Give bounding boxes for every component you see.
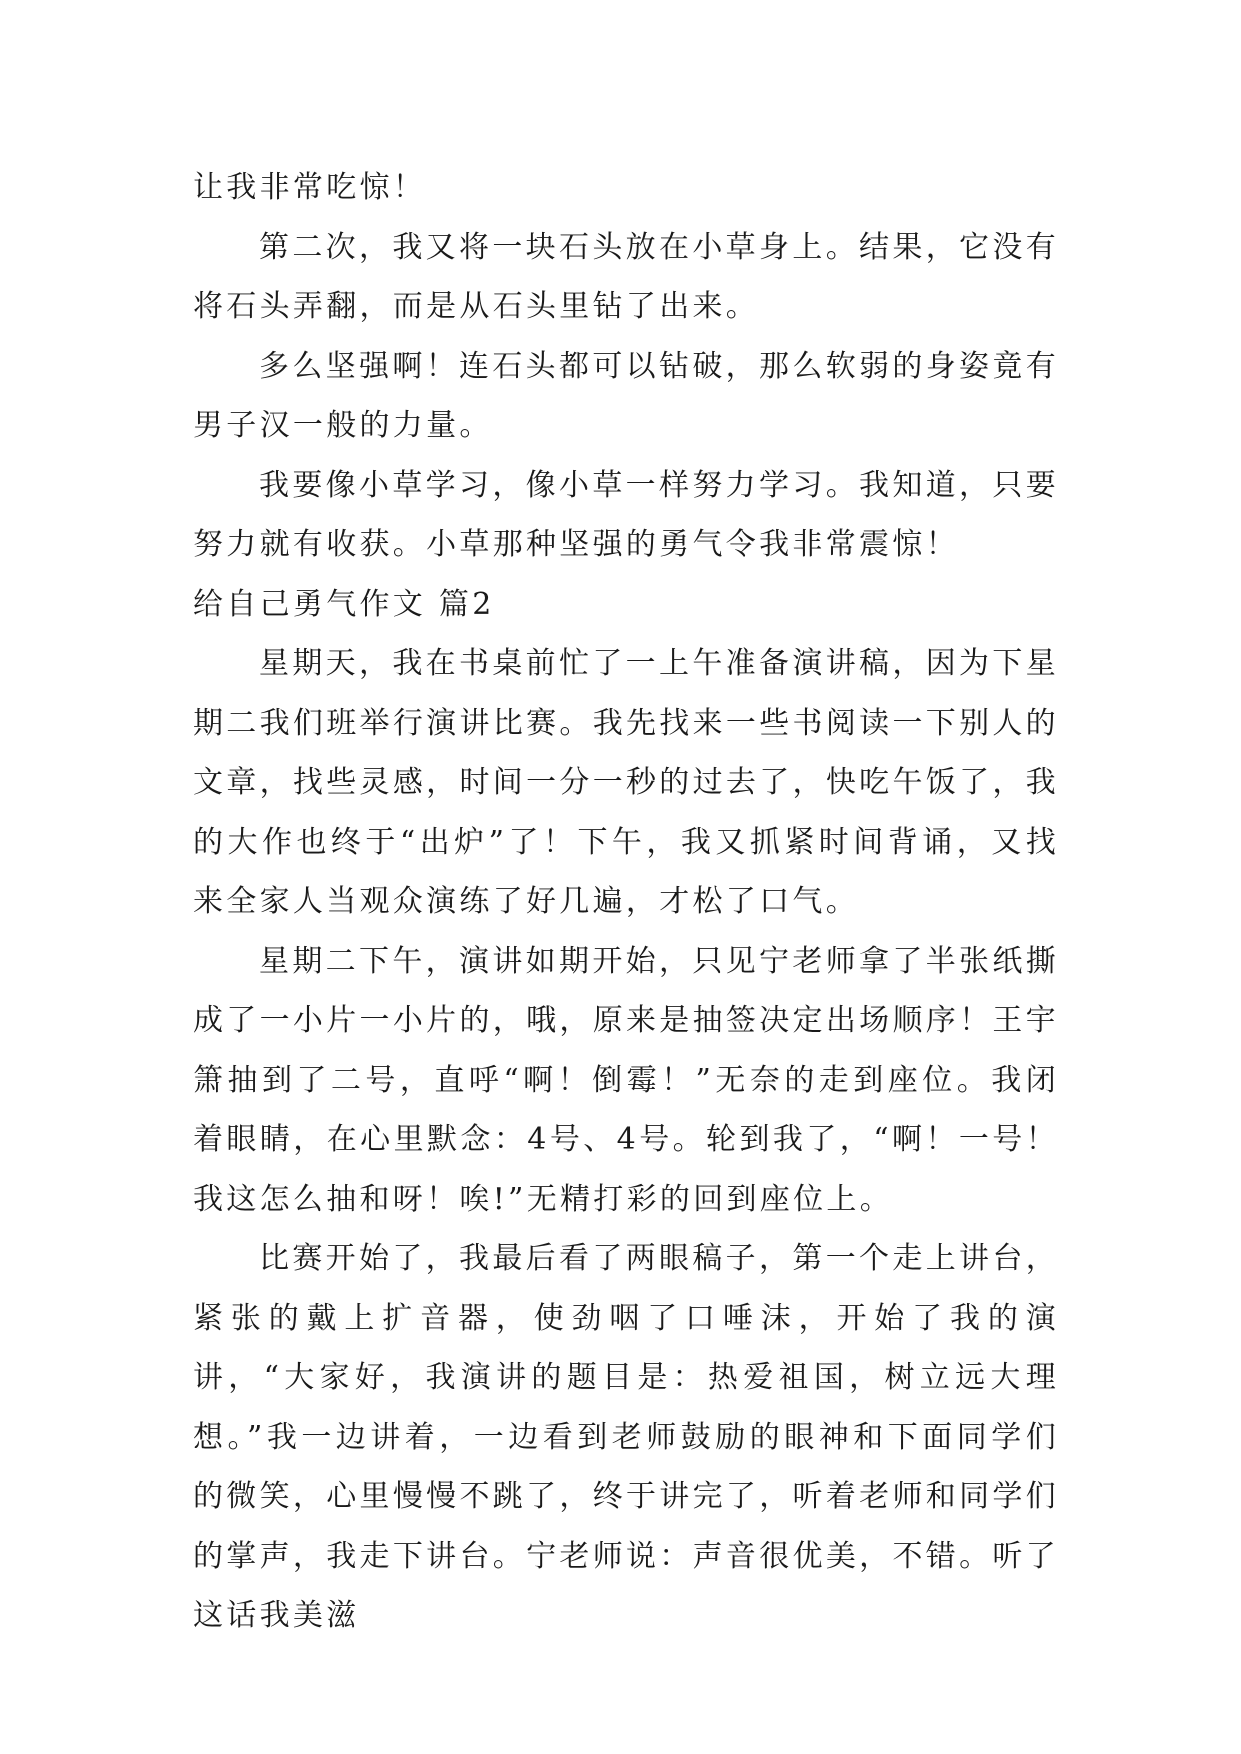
paragraph: 星期二下午，演讲如期开始，只见宁老师拿了半张纸撕成了一小片一小片的，哦，原来是抽签决定出场顺序！王宇箫抽到了二号，直呼“啊！倒霉！”无奈的走到座位。我闭着眼睛，在心里默念：4号、4号。轮到我了，“啊！一号！我这怎么抽和呀！唉!”无精打彩的回到座位上。 xyxy=(193,943,1059,1217)
paragraph: 第二次，我又将一块石头放在小草身上。结果，它没有将石头弄翻，而是从石头里钻了出来。 xyxy=(193,229,1059,324)
paragraph: 比赛开始了，我最后看了两眼稿子，第一个走上讲台，紧张的戴上扩音器，使劲咽了口唾沫，开始了我的演讲，“大家好，我演讲的题目是：热爱祖国，树立远大理想。”我一边讲着，一边看到老师鼓励的眼神和下面同学们的微笑，心里慢慢不跳了，终于讲完了，听着老师和同学们的掌声，我走下讲台。宁老师说：声音很优美，不错。听了这话我美滋 xyxy=(193,1241,1059,1633)
document-page xyxy=(193,158,1059,1646)
paragraph-continuation: 让我非常吃惊！ xyxy=(193,170,427,205)
paragraph: 星期天，我在书桌前忙了一上午准备演讲稿，因为下星期二我们班举行演讲比赛。我先找来一些书阅读一下别人的文章，找些灵感，时间一分一秒的过去了，快吃午饭了，我的大作也终于“出炉”了！下午，我又抓紧时间背诵，又找来全家人当观众演练了好几遍，才松了口气。 xyxy=(193,646,1059,919)
paragraph: 多么坚强啊！连石头都可以钻破，那么软弱的身姿竟有男子汉一般的力量。 xyxy=(193,348,1059,443)
paragraph: 我要像小草学习，像小草一样努力学习。我知道，只要努力就有收获。小草那种坚强的勇气令我非常震惊！ xyxy=(193,467,1059,562)
section-heading: 给自己勇气作文 篇2 xyxy=(193,586,495,622)
